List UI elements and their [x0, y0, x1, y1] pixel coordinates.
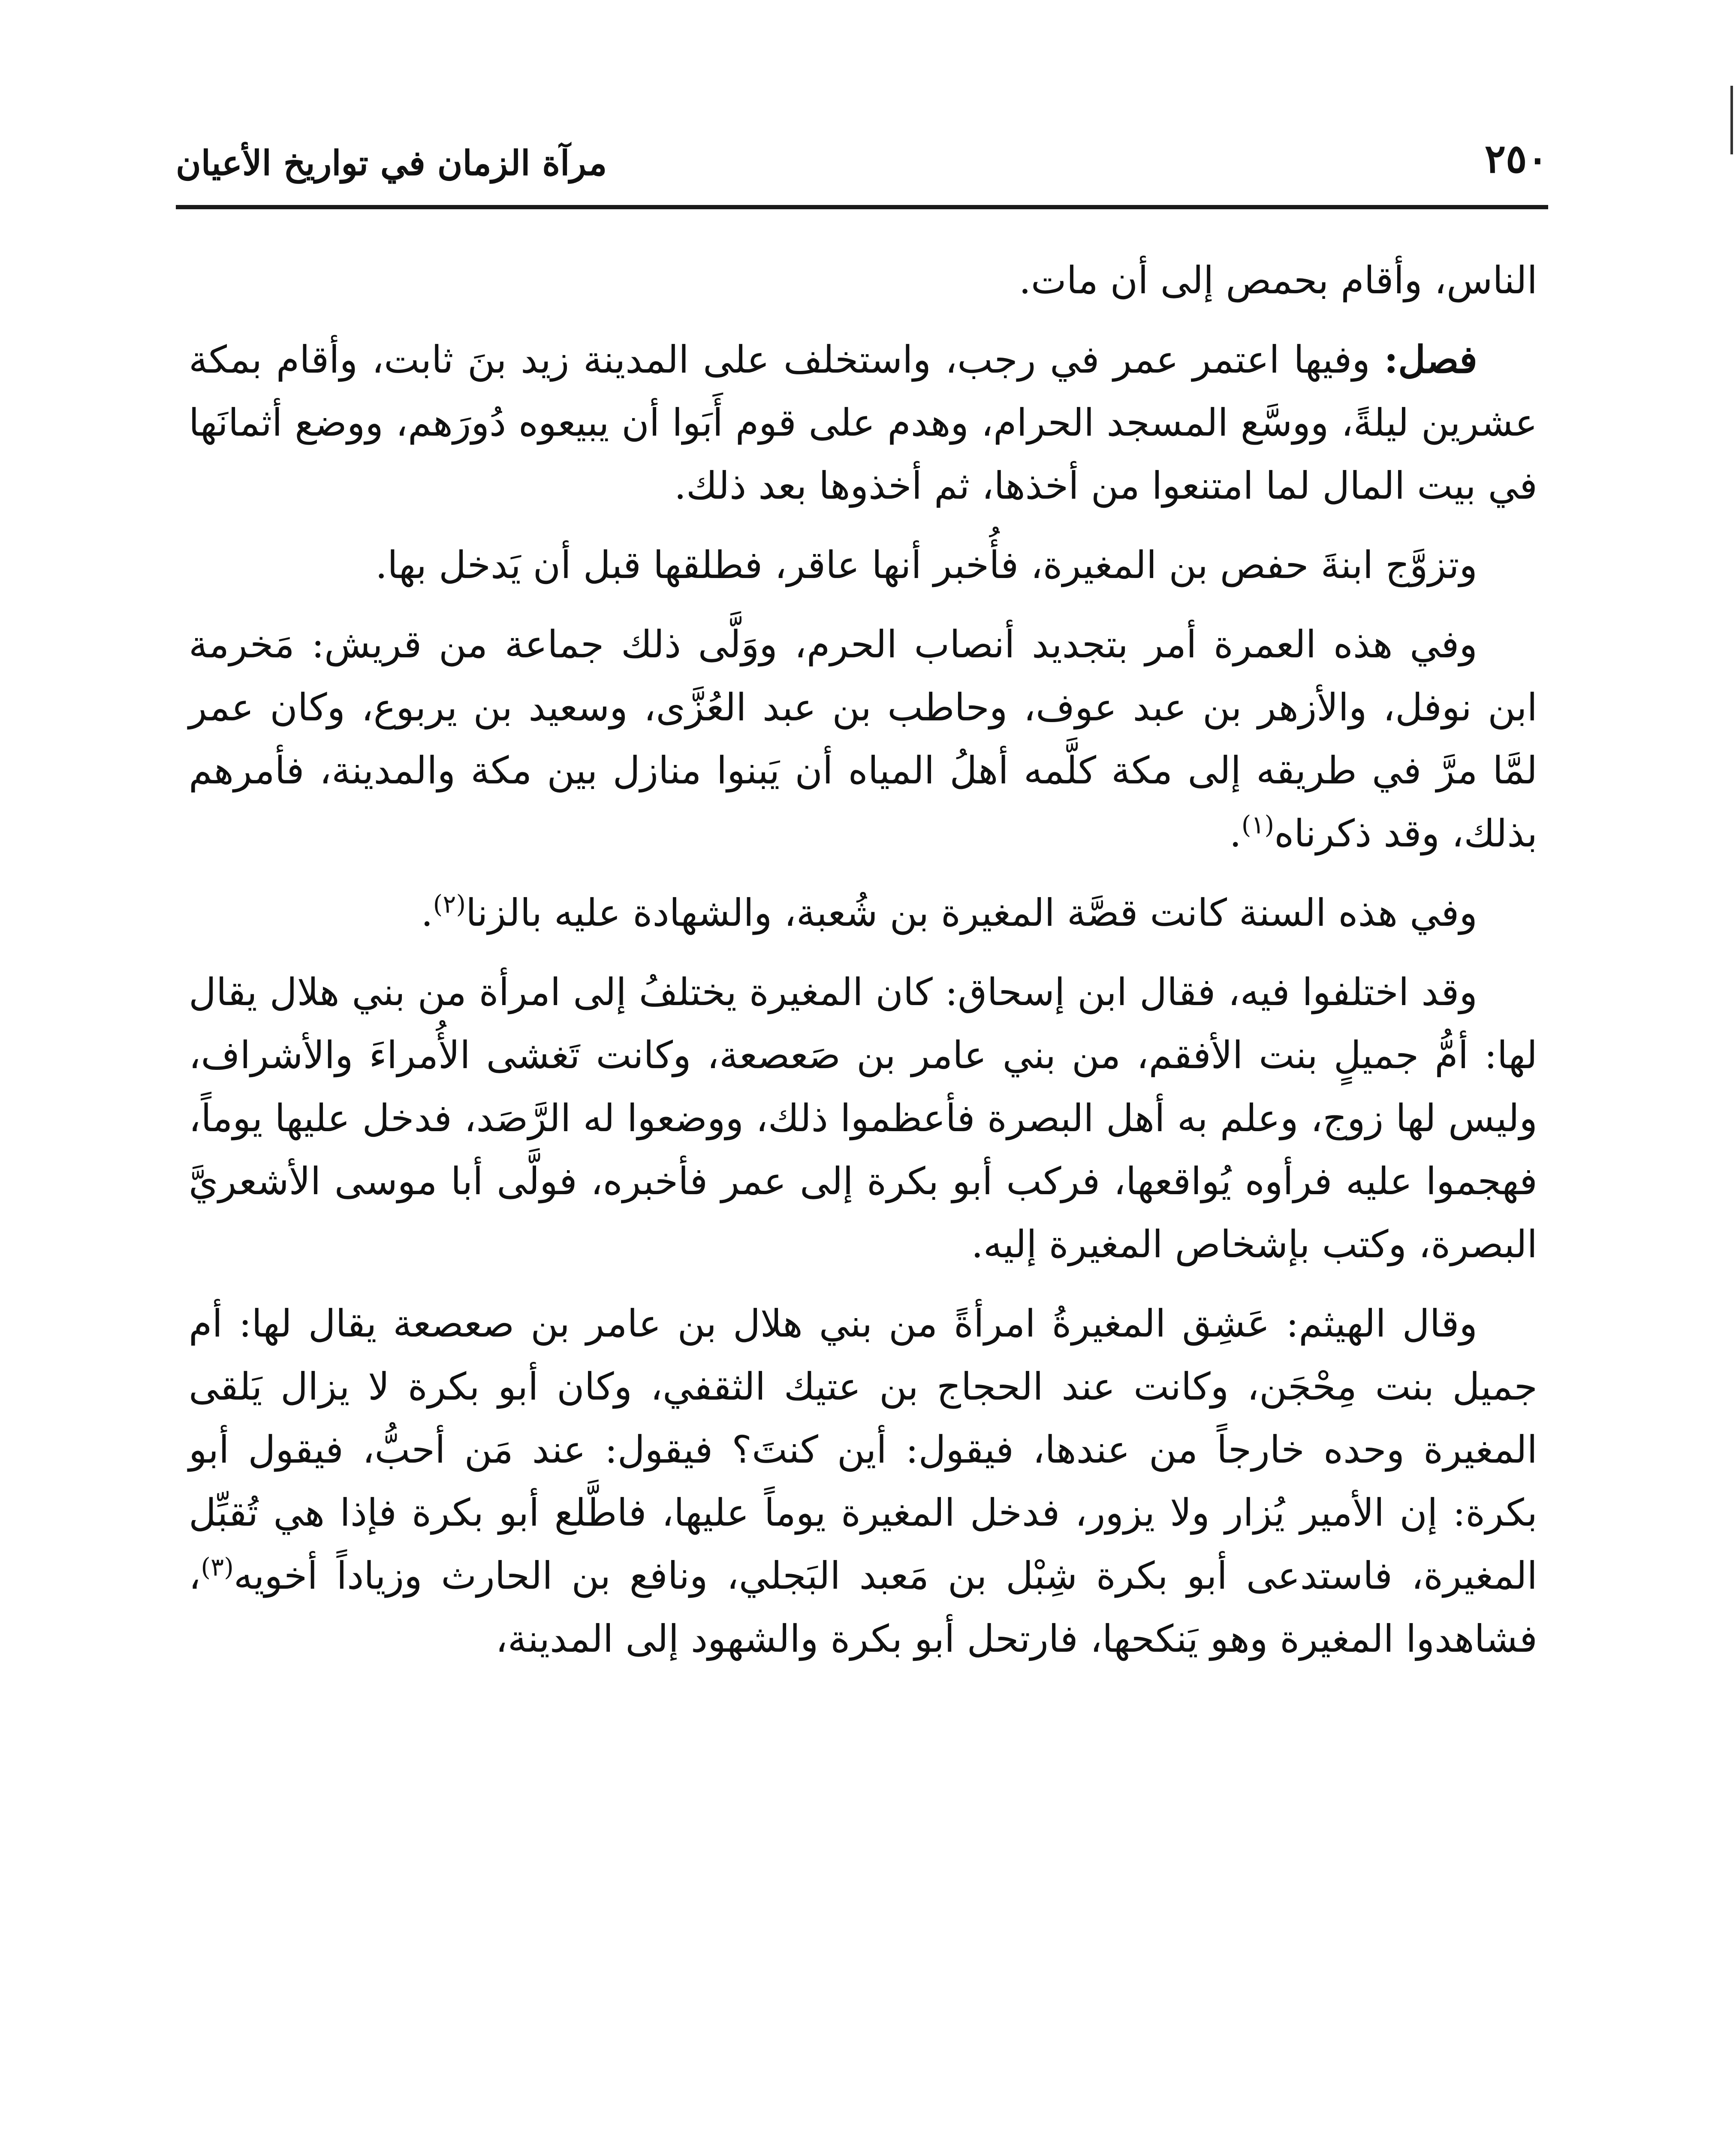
paragraph-text: وفي هذه العمرة أمر بتجديد أنصاب الحرم، ووَلَّى ذلك جماعة من قريش: مَخرمة ابن نوفل، والأزهر بن عبد عوف، وحاطب بن عبد العُزَّى، وسعيد بن يربوع، وكان عمر لمَّا مرَّ في طريقه إلى مكة كلَّمه أهلُ المياه أن يَبنوا منازل بين مكة والمدينة، فأمرهم بذلك، وقد ذكرناه [189, 622, 1537, 855]
paragraph [189, 328, 1537, 517]
paragraph-text: وفيها اعتمر عمر في رجب، واستخلف على المدينة زيد بنَ ثابت، وأقام بمكة عشرين ليلةً، ووسَّع المسجد الحرام، وهدم على قوم أَبَوا أن يبيعوه دُورَهم، ووضع أثمانَها في بيت المال لما امتنعوا من أخذها، ثم أخذوها بعد ذلك. [189, 337, 1537, 508]
paragraph: الناس، وأقام بحمص إلى أن مات. [1019, 258, 1537, 302]
paragraph [189, 1292, 1537, 1670]
paragraph [189, 613, 1537, 865]
footnote-ref: (٣) [201, 1552, 234, 1582]
paragraph: وقد اختلفوا فيه، فقال ابن إسحاق: كان المغيرة يختلفُ إلى امرأة من بني هلال يقال لها: أمُّ جميلٍ بنت الأفقم، من بني عامر بن صَعصعة، وكانت تَغشى الأُمراءَ والأشراف، وليس لها زوج، وعلم به أهل البصرة فأعظموا ذلك، ووضعوا له الرَّصَد، فدخل عليها يوماً، فهجموا عليه فرأوه يُواقعها، فركب أبو بكرة إلى عمر فأخبره، فولَّى أبا موسى الأشعريَّ البصرة، وكتب بإشخاص المغيرة إليه. [189, 970, 1537, 1266]
paragraph-text: وقال الهيثم: عَشِق المغيرةُ امرأةً من بني هلال بن عامر بن صعصعة يقال لها: أم جميل بنت مِحْجَن، وكانت عند الحجاج بن عتيك الثقفي، وكان أبو بكرة لا يزال يَلقى المغيرة وحده خارجاً من عندها، فيقول: أين كنتَ؟ فيقول: عند مَن أحبُّ، فيقول أبو بكرة: إن الأمير يُزار ولا يزور، فدخل المغيرة يوماً عليها، فاطَّلع أبو بكرة فإذا هي تُقبِّل المغيرة، فاستدعى أبو بكرة شِبْل بن مَعبد البَجلي، ونافع بن الحارث وزياداً أخويه [189, 1301, 1537, 1598]
header-divider [176, 205, 1548, 209]
paragraph-end: ، فشاهدوا المغيرة وهو يَنكحها، فارتحل أبو بكرة والشهود إلى المدينة، [189, 1554, 1537, 1661]
footnote-ref: (٢) [433, 889, 466, 919]
page-edge-mark [1730, 86, 1733, 154]
page-number: ٢٥٠ [1484, 136, 1548, 182]
paragraph: وتزوَّج ابنةَ حفص بن المغيرة، فأُخبر أنها عاقر، فطلقها قبل أن يَدخل بها. [375, 543, 1477, 587]
footnote-ref: (١) [1241, 810, 1275, 840]
running-header [176, 129, 1548, 193]
section-lead: فصل: [1384, 337, 1477, 382]
book-title: مرآة الزمان في تواريخ الأعيان [176, 143, 607, 183]
paragraph-text: وفي هذه السنة كانت قصَّة المغيرة بن شُعبة، والشهادة عليه بالزنا [466, 891, 1477, 935]
paragraph-end: . [1229, 811, 1242, 855]
paragraph [189, 881, 1537, 944]
main-text [189, 249, 1537, 1686]
paragraph-end: . [421, 891, 433, 935]
